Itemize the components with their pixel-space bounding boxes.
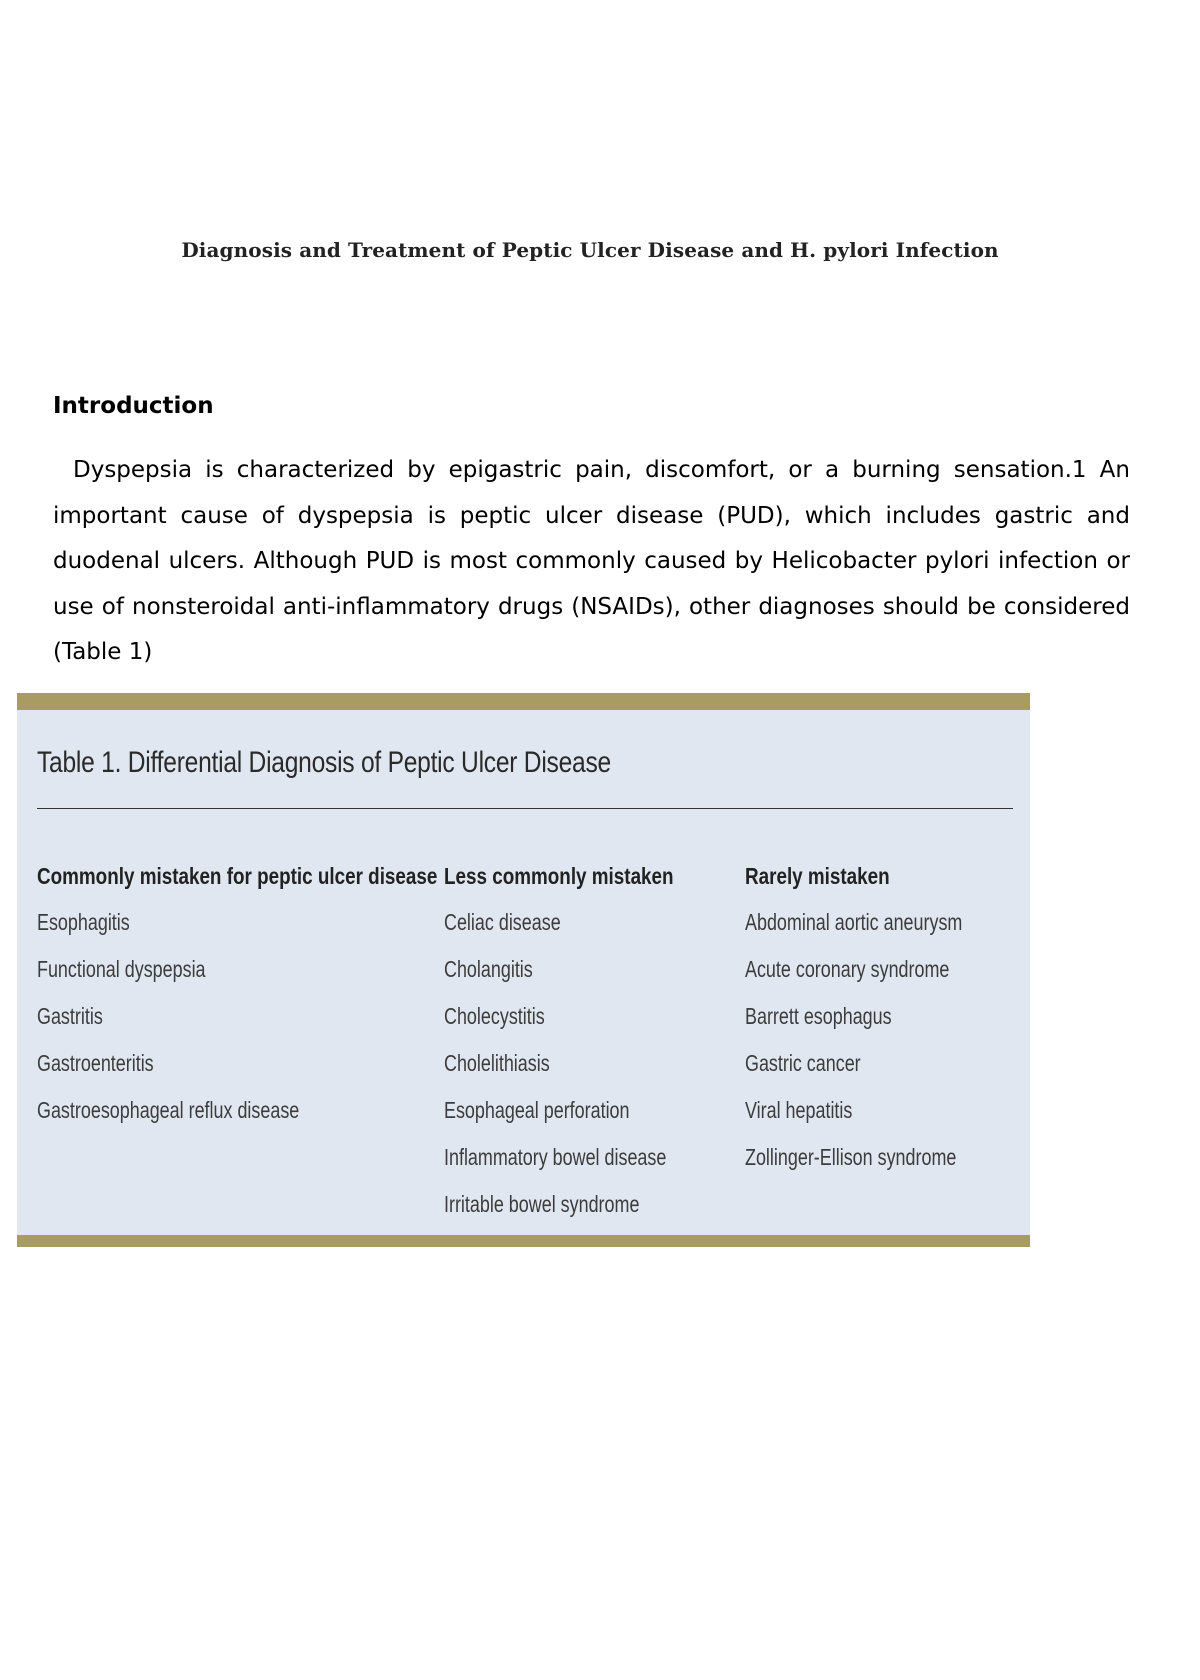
table-column-less-commonly-mistaken <box>444 862 729 1237</box>
list-item: Acute coronary syndrome <box>745 956 950 982</box>
column-header: Less commonly mistaken <box>444 863 674 889</box>
list-item: Cholelithiasis <box>444 1050 550 1076</box>
differential-diagnosis-table <box>17 693 1030 1247</box>
list-item: Gastric cancer <box>745 1050 861 1076</box>
list-item: Inflammatory bowel disease <box>444 1144 667 1170</box>
table-column-rarely-mistaken <box>745 862 1024 1190</box>
list-item: Functional dyspepsia <box>37 956 206 982</box>
list-item: Cholecystitis <box>444 1003 545 1029</box>
column-header: Commonly mistaken for peptic ulcer disease <box>37 863 438 889</box>
list-item: Esophageal perforation <box>444 1097 630 1123</box>
list-item: Esophagitis <box>37 909 130 935</box>
intro-paragraph: Dyspepsia is characterized by epigastric pain, discomfort, or a burning sensation.1 An important cause of dyspepsia is peptic ulcer disease (PUD), which includes gastric and duodenal ulcers. Although PUD is most commonly caused by Helicobacter pylori infection or use of nonsteroidal anti-inflammatory drugs (NSAIDs), other diagnoses should be considered (Table 1) <box>53 457 1130 665</box>
list-item: Abdominal aortic aneurysm <box>745 909 963 935</box>
column-list <box>444 908 729 1237</box>
list-item: Gastroesophageal reflux disease <box>37 1097 300 1123</box>
list-item: Zollinger-Ellison syndrome <box>745 1144 957 1170</box>
column-list <box>745 908 1024 1190</box>
list-item: Irritable bowel syndrome <box>444 1191 640 1217</box>
list-item: Viral hepatitis <box>745 1097 853 1123</box>
table-caption: Table 1. Differential Diagnosis of Peptic Ulcer Disease <box>37 746 611 779</box>
list-item: Cholangitis <box>444 956 533 982</box>
column-header: Rarely mistaken <box>745 863 890 889</box>
list-item: Gastroenteritis <box>37 1050 154 1076</box>
table-divider <box>37 808 1013 809</box>
list-item: Gastritis <box>37 1003 103 1029</box>
section-heading-introduction: Introduction <box>53 393 214 419</box>
list-item: Celiac disease <box>444 909 561 935</box>
list-item: Barrett esophagus <box>745 1003 892 1029</box>
document-title: Diagnosis and Treatment of Peptic Ulcer Disease and H. pylori Infection <box>181 238 999 262</box>
